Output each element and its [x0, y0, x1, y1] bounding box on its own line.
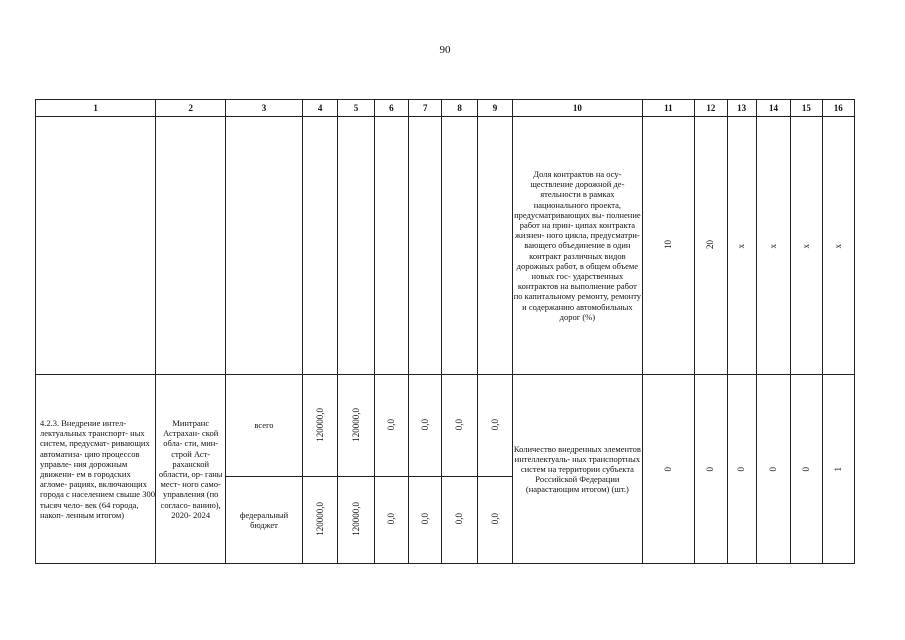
col-header: 6	[374, 100, 408, 117]
col-header: 7	[409, 100, 442, 117]
value-cell: 0,0	[374, 477, 408, 564]
col-header: 2	[156, 100, 226, 117]
indicators-table	[35, 99, 855, 564]
value-cell: 0	[791, 375, 822, 564]
value-cell: x	[791, 117, 822, 375]
col-header: 5	[338, 100, 374, 117]
indicator-cell: Количество внедренных элементов интеллектуаль- ных транспортных систем на территории субъекта Российской Федерации (нарастающим итогом) (шт.)	[513, 375, 642, 564]
value-cell: 0,0	[409, 477, 442, 564]
col-header: 9	[477, 100, 512, 117]
col-header: 11	[642, 100, 695, 117]
table-row	[36, 375, 855, 477]
value-cell: 1	[822, 375, 854, 564]
value-cell: 120000,0	[338, 375, 374, 477]
table-row	[36, 117, 855, 375]
source-cell: всего	[226, 375, 303, 477]
col-header: 10	[513, 100, 642, 117]
empty-cell	[156, 117, 226, 375]
value-cell: 0,0	[477, 477, 512, 564]
empty-cell	[442, 117, 477, 375]
empty-cell	[409, 117, 442, 375]
measure-cell: 4.2.3. Внедрение интел- лектуальных транспорт- ных систем, предусмат- ривающих автоматиза- цию процессов управле- ния дорожным движени- ем в городских агломе- рациях, включающих города с населением свыше 300 тысяч чело- век (64 города, накоп- ленным итогом)	[36, 375, 156, 564]
indicator-cell: Доля контрактов на осу- ществление дорожной де- ятельности в рамках национального проекта, предусматривающих вы- полнение работ на прин- ципах контракта жизнен- ного цикла, предусматри- вающего объединение в один контракт различных видов дорожных работ, в общем объеме новых гос- ударственных контрактов на выполнение работ по капитальному ремонту, ремонту и содержанию автомобильных дорог (%)	[513, 117, 642, 375]
value-cell: 10	[642, 117, 695, 375]
executor-cell: Минтранс Астрахан- ской обла- сти, мин- строй Аст- раханской области, ор- ганы мест- ного само- управления (по согласо- ванию), 2020- 2024	[156, 375, 226, 564]
col-header: 4	[302, 100, 337, 117]
value-cell: 120000,0	[338, 477, 374, 564]
empty-cell	[302, 117, 337, 375]
value-cell: 120000,0	[302, 477, 337, 564]
header-row	[36, 100, 855, 117]
col-header: 8	[442, 100, 477, 117]
value-cell: 120000,0	[302, 375, 337, 477]
value-cell: 0,0	[442, 375, 477, 477]
empty-cell	[477, 117, 512, 375]
value-cell: 0	[727, 375, 756, 564]
value-cell: 0	[695, 375, 727, 564]
value-cell: 0	[756, 375, 790, 564]
empty-cell	[226, 117, 303, 375]
col-header: 1	[36, 100, 156, 117]
empty-cell	[338, 117, 374, 375]
value-cell: 20	[695, 117, 727, 375]
value-cell: 0,0	[477, 375, 512, 477]
value-cell: 0,0	[409, 375, 442, 477]
value-cell: x	[756, 117, 790, 375]
col-header: 15	[791, 100, 822, 117]
value-cell: 0,0	[442, 477, 477, 564]
col-header: 16	[822, 100, 854, 117]
source-cell: федеральный бюджет	[226, 477, 303, 564]
col-header: 12	[695, 100, 727, 117]
empty-cell	[36, 117, 156, 375]
empty-cell	[374, 117, 408, 375]
page-number: 90	[439, 44, 451, 56]
col-header: 14	[756, 100, 790, 117]
value-cell: 0	[642, 375, 695, 564]
value-cell: x	[822, 117, 854, 375]
col-header: 13	[727, 100, 756, 117]
value-cell: x	[727, 117, 756, 375]
col-header: 3	[226, 100, 303, 117]
value-cell: 0,0	[374, 375, 408, 477]
